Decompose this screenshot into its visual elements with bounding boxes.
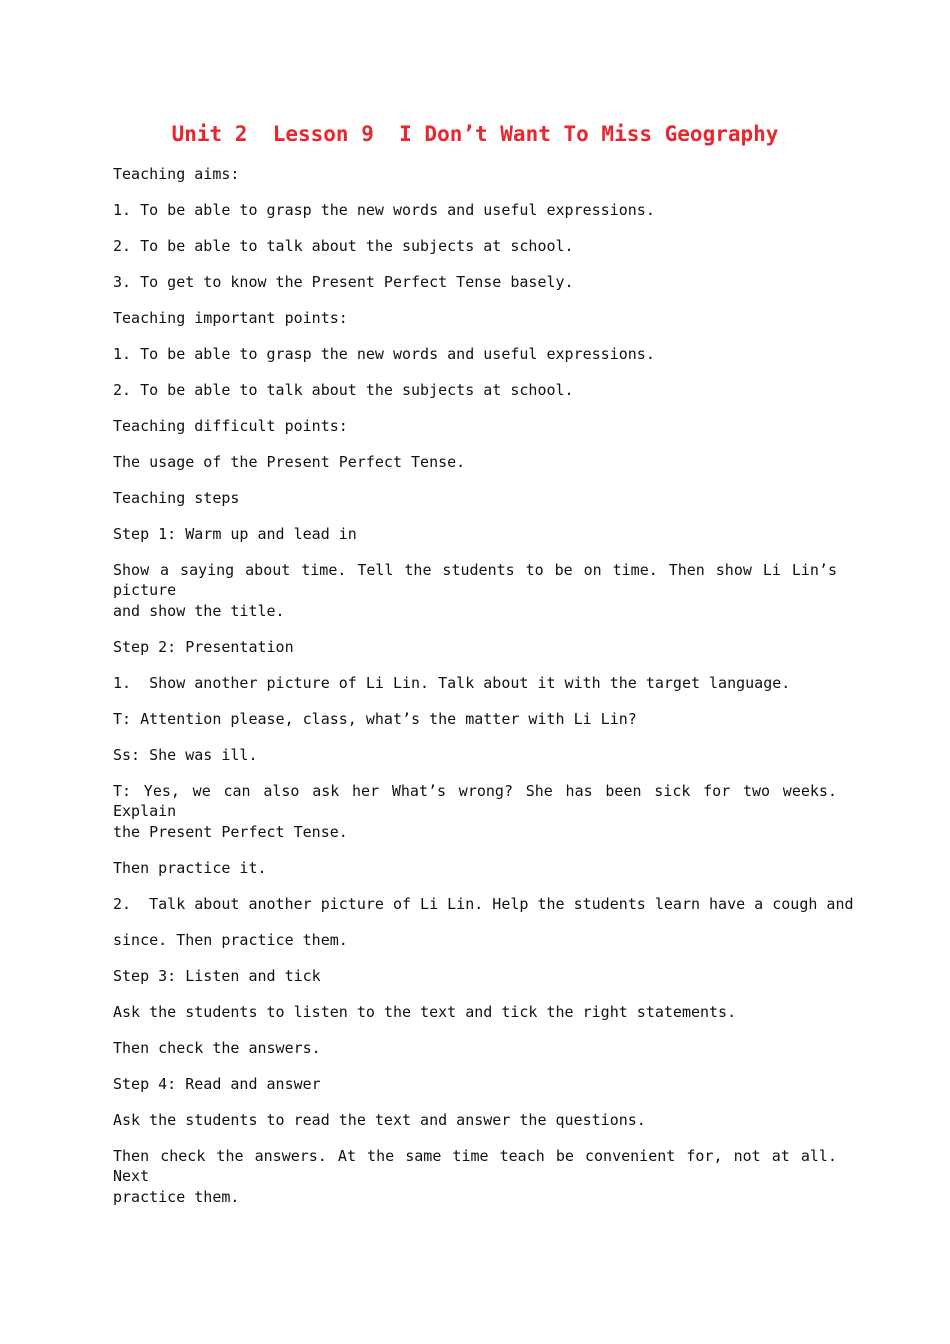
- step-3-text-line-2: Then check the answers.: [113, 1039, 321, 1057]
- heading-teaching-aims: Teaching aims:: [113, 165, 240, 183]
- step-3-heading: Step 3: Listen and tick: [113, 967, 321, 985]
- difficult-item: The usage of the Present Perfect Tense.: [113, 453, 466, 471]
- dialogue-teacher-2-line-1: T: Yes, we can also ask her What’s wrong? She has been sick for two weeks. Explain: [113, 782, 837, 820]
- step-3-text-line-1: Ask the students to listen to the text and tick the right statements.: [113, 1003, 737, 1021]
- step-2-item-1: 1. Show another picture of Li Lin. Talk about it with the target language.: [113, 674, 791, 692]
- dialogue-teacher-1: T: Attention please, class, what’s the matter with Li Lin?: [113, 710, 637, 728]
- step-1-text-line-2: and show the title.: [113, 602, 285, 620]
- step-1-text-line-1: Show a saying about time. Tell the students to be on time. Then show Li Lin’s picture: [113, 561, 837, 599]
- step-2-item-2-line-2: since. Then practice them.: [113, 931, 348, 949]
- step-4-text-line-3: practice them.: [113, 1188, 240, 1206]
- step-4-text-line-1: Ask the students to read the text and answer the questions.: [113, 1111, 646, 1129]
- step-1-heading: Step 1: Warm up and lead in: [113, 525, 357, 543]
- heading-important-points: Teaching important points:: [113, 309, 348, 327]
- step-2-heading: Step 2: Presentation: [113, 638, 294, 656]
- step-4-text-line-2: Then check the answers. At the same time teach be convenient for, not at all. Next: [113, 1147, 837, 1185]
- heading-teaching-steps: Teaching steps: [113, 489, 240, 507]
- dialogue-students-1: Ss: She was ill.: [113, 746, 258, 764]
- document-title: Unit 2 Lesson 9 I Don’t Want To Miss Geography: [171, 122, 779, 146]
- aim-item-1: 1. To be able to grasp the new words and useful expressions.: [113, 201, 655, 219]
- aim-item-2: 2. To be able to talk about the subjects at school.: [113, 237, 574, 255]
- important-item-2: 2. To be able to talk about the subjects at school.: [113, 381, 574, 399]
- step-2-item-2-line-1: 2. Talk about another picture of Li Lin. Help the students learn have a cough and: [113, 895, 854, 913]
- dialogue-teacher-2-line-2: the Present Perfect Tense.: [113, 823, 348, 841]
- heading-difficult-points: Teaching difficult points:: [113, 417, 348, 435]
- step-4-heading: Step 4: Read and answer: [113, 1075, 321, 1093]
- aim-item-3: 3. To get to know the Present Perfect Tense basely.: [113, 273, 574, 291]
- step-2-practice: Then practice it.: [113, 859, 267, 877]
- important-item-1: 1. To be able to grasp the new words and useful expressions.: [113, 345, 655, 363]
